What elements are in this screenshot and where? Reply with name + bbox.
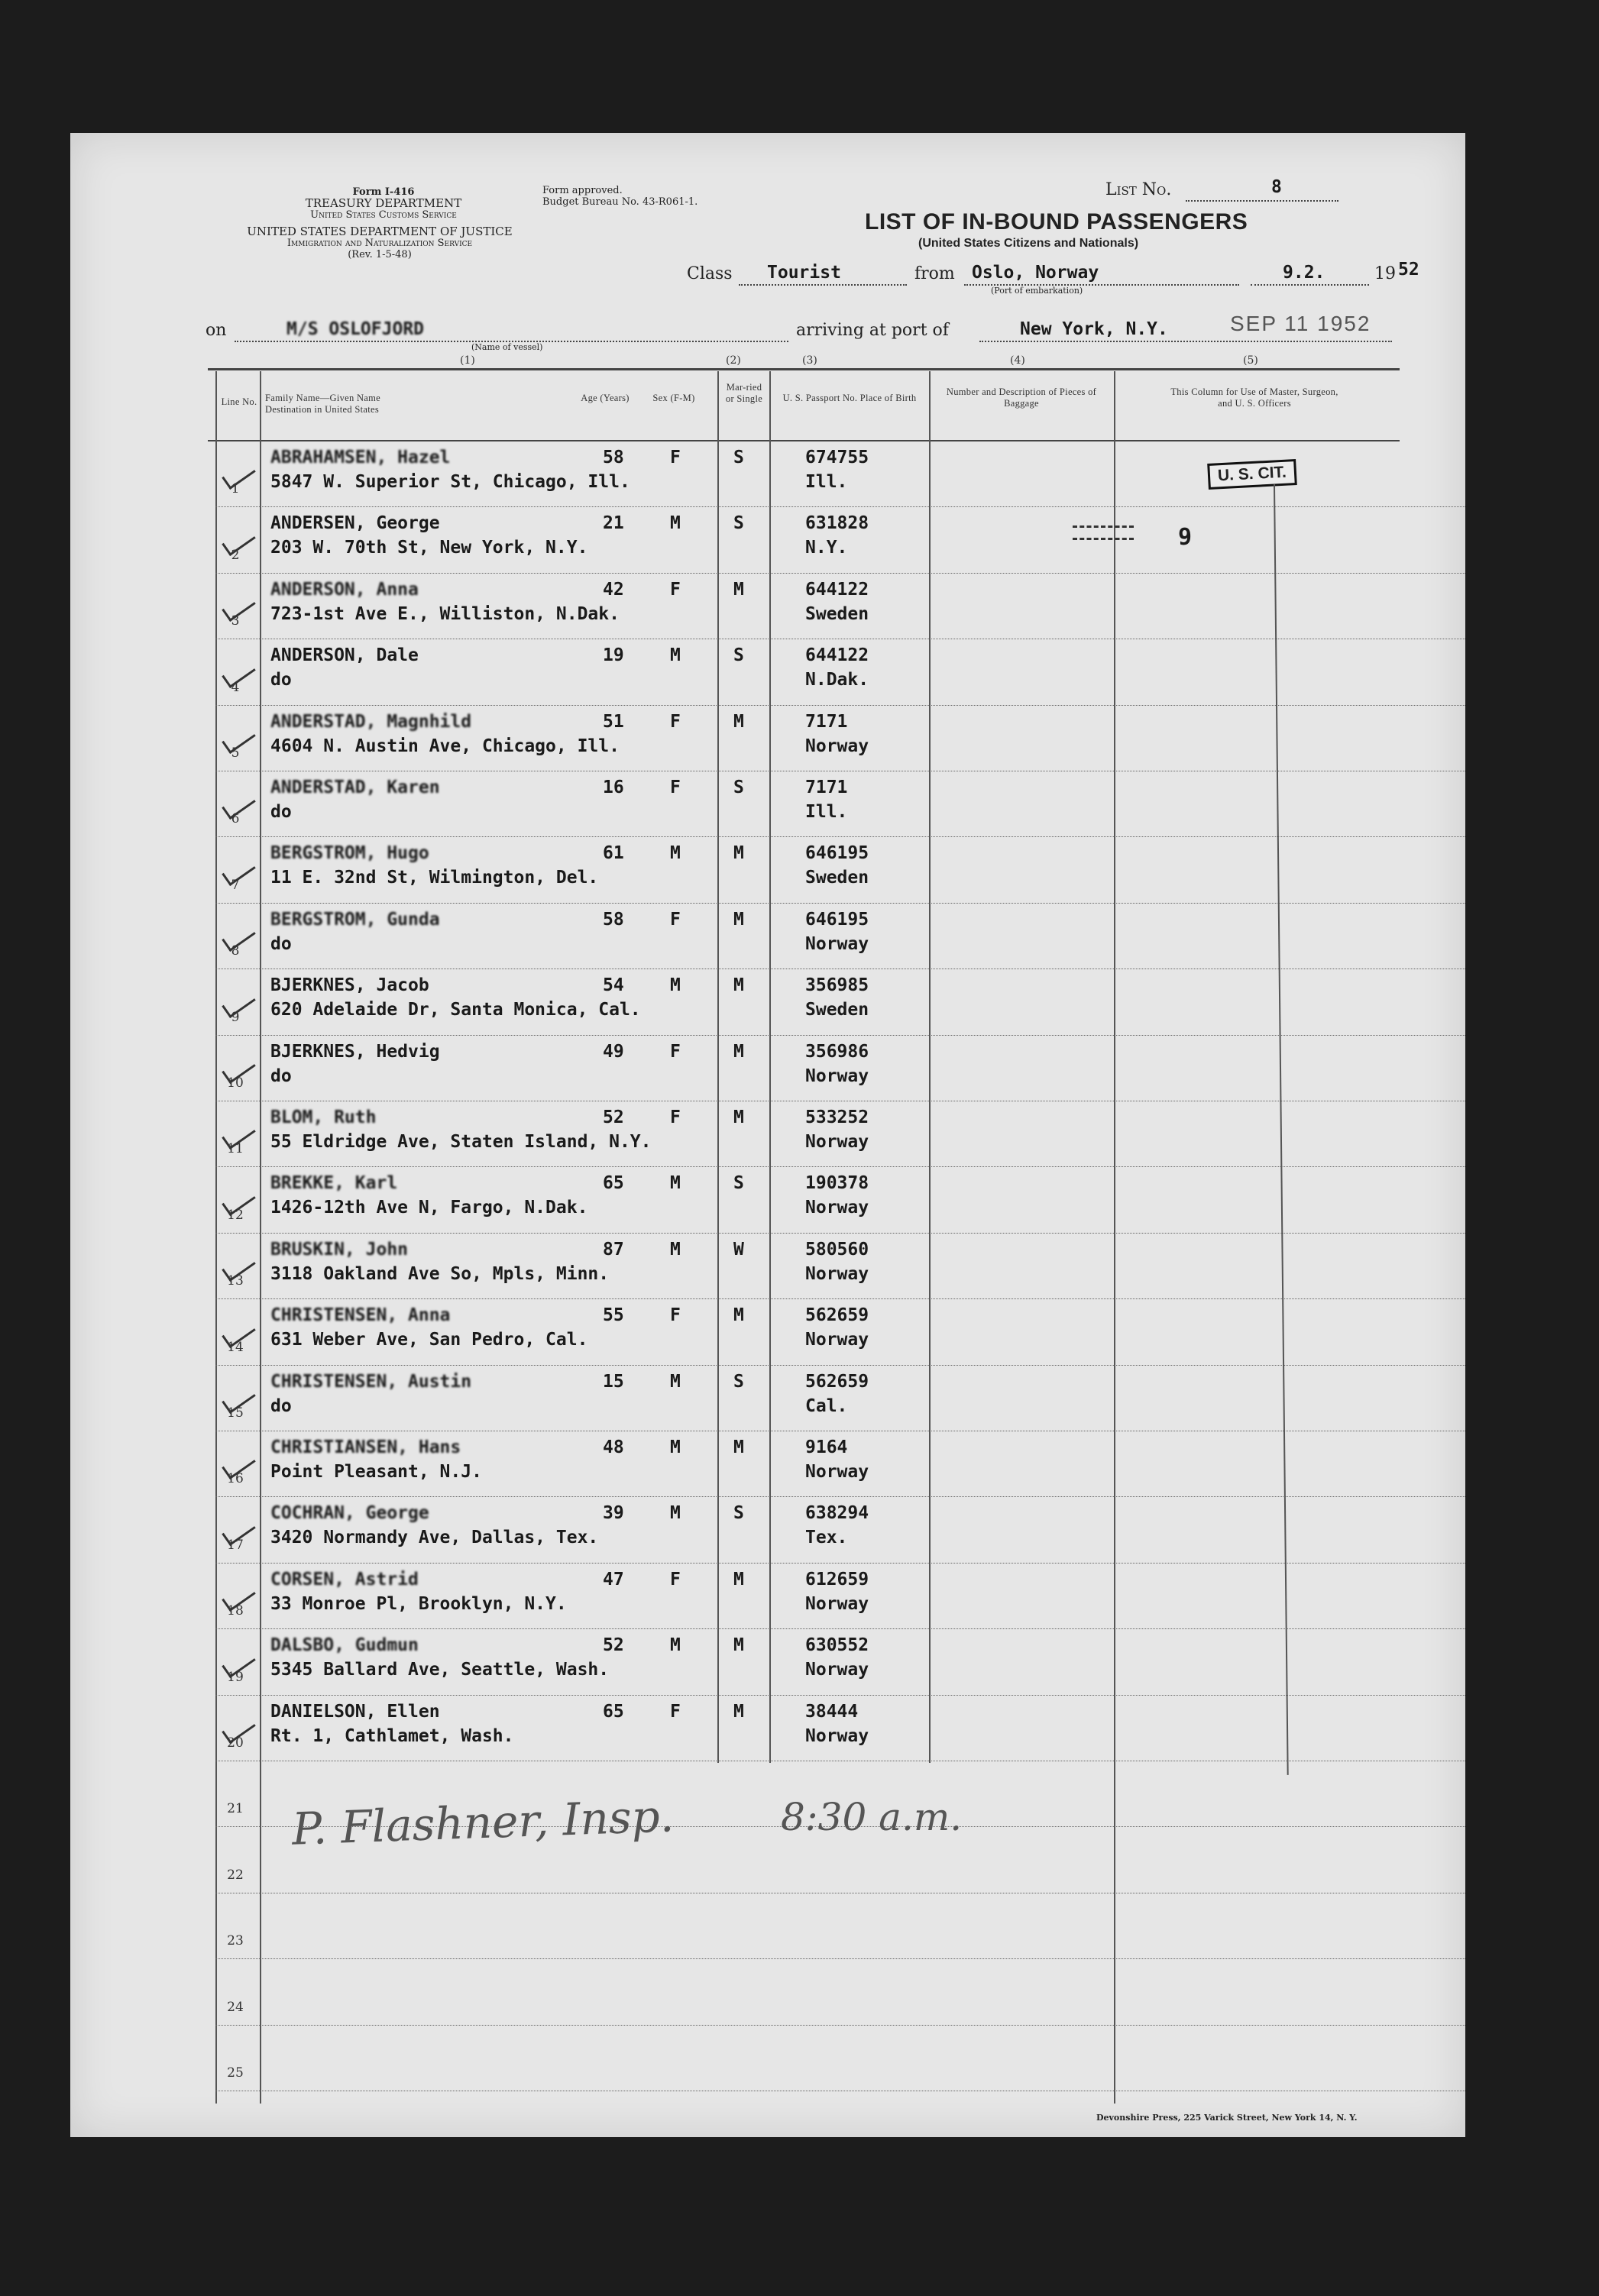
table-row: [70, 1629, 1465, 1695]
passport-number: 674755: [805, 448, 869, 467]
birth-place: Norway: [805, 1462, 869, 1482]
form-header-left: [261, 186, 506, 221]
table-row: [70, 837, 1465, 903]
table-row: [70, 771, 1465, 837]
marital-status: S: [733, 1503, 744, 1524]
budget-text: Budget Bureau No. 43-R061-1.: [542, 196, 698, 208]
row-number: 12: [227, 1207, 244, 1223]
passport-number: 7171: [805, 778, 848, 797]
row-number: 3: [231, 613, 240, 629]
destination: 620 Adelaide Dr, Santa Monica, Cal.: [270, 1000, 641, 1020]
date-value: 9.2.: [1283, 263, 1325, 283]
row-number: 24: [227, 1999, 244, 2015]
age: 55: [603, 1305, 624, 1326]
passenger-name: BREKKE, Karl: [270, 1173, 398, 1194]
passport-number: 7171: [805, 711, 848, 732]
vessel-name: M/S OSLOFJORD: [286, 319, 425, 339]
destination: 631 Weber Ave, San Pedro, Cal.: [270, 1330, 588, 1350]
row-number: 6: [231, 811, 240, 827]
sex: F: [670, 448, 681, 467]
col-married: Mar-ried or Single: [725, 382, 763, 404]
passport-number: 562659: [805, 1371, 869, 1392]
destination: Rt. 1, Cathlamet, Wash.: [270, 1725, 514, 1746]
passenger-name: CORSEN, Astrid: [270, 1569, 419, 1589]
row-number: 9: [231, 1009, 240, 1025]
marital-status: M: [733, 711, 744, 732]
table-row: [70, 1036, 1465, 1101]
table-row: [70, 904, 1465, 969]
treasury-dept: TREASURY DEPARTMENT: [305, 196, 462, 210]
revision: (Rev. 1-5-48): [348, 249, 412, 260]
col-name-label: Family Name—Given Name: [265, 393, 381, 403]
passenger-name: DALSBO, Gudmun: [270, 1635, 419, 1656]
destination: do: [270, 1395, 292, 1416]
passenger-name: CHRISTENSEN, Austin: [270, 1371, 472, 1392]
marital-status: S: [733, 645, 744, 666]
row-number: 16: [227, 1471, 244, 1487]
sex: F: [670, 1569, 681, 1589]
form-number: Form I-416: [352, 186, 415, 198]
table-row: [70, 1366, 1465, 1431]
row-number: 15: [227, 1405, 244, 1421]
col-baggage: Number and Description of Pieces of Baggage: [946, 386, 1097, 409]
marital-status: S: [733, 448, 744, 467]
sex: M: [670, 1173, 681, 1194]
passport-number: 631828: [805, 513, 869, 534]
row-number: 7: [231, 877, 240, 893]
table-row: [70, 639, 1465, 705]
row-number: 23: [227, 1933, 244, 1949]
birth-place: Norway: [805, 1725, 869, 1746]
age: 61: [603, 843, 624, 864]
age: 65: [603, 1173, 624, 1194]
row-number: 11: [227, 1141, 244, 1157]
destination: 203 W. 70th St, New York, N.Y.: [270, 538, 588, 558]
passport-number: 38444: [805, 1701, 859, 1722]
row-number: 22: [227, 1867, 244, 1883]
sex: F: [670, 1305, 681, 1326]
year-prefix: 19: [1374, 264, 1396, 283]
arriving-label: arriving at port of: [796, 321, 949, 340]
destination: Point Pleasant, N.J.: [270, 1462, 482, 1482]
row-number: 20: [227, 1735, 244, 1751]
birth-place: N.Dak.: [805, 670, 869, 690]
table-row: [70, 507, 1465, 573]
birth-place: Norway: [805, 1330, 869, 1350]
passenger-name: ANDERSEN, George: [270, 513, 440, 534]
passenger-name: CHRISTIANSEN, Hans: [270, 1437, 461, 1457]
col-num-1: (1): [460, 354, 475, 367]
row-number: 8: [231, 943, 240, 959]
age: 21: [603, 513, 624, 534]
row-number: 17: [227, 1537, 244, 1553]
vessel-note: (Name of vessel): [471, 342, 543, 352]
row-number: 18: [227, 1603, 244, 1619]
passport-number: 562659: [805, 1305, 869, 1326]
birth-place: Norway: [805, 736, 869, 756]
justice-header: [200, 226, 559, 260]
sex: F: [670, 711, 681, 732]
birth-place: N.Y.: [805, 538, 848, 558]
destination: 3118 Oakland Ave So, Mpls, Minn.: [270, 1263, 610, 1284]
table-row: [70, 1234, 1465, 1299]
row-number: 1: [231, 481, 240, 497]
passenger-name: BLOM, Ruth: [270, 1108, 377, 1127]
age: 58: [603, 909, 624, 930]
dash-mark: [1073, 525, 1134, 528]
marital-status: S: [733, 778, 744, 797]
marital-status: S: [733, 1173, 744, 1194]
passport-number: 9164: [805, 1437, 848, 1457]
passenger-name: ANDERSON, Dale: [270, 645, 419, 666]
ins-service: Immigration and Naturalization Service: [286, 238, 473, 249]
row-number: 19: [227, 1669, 244, 1685]
birth-place: Tex.: [805, 1528, 848, 1548]
sex: M: [670, 1437, 681, 1457]
marital-status: M: [733, 579, 744, 600]
age: 15: [603, 1371, 624, 1392]
passenger-name: DANIELSON, Ellen: [270, 1701, 440, 1722]
marital-status: M: [733, 843, 744, 864]
age: 42: [603, 579, 624, 600]
passport-number: 646195: [805, 909, 869, 930]
age: 51: [603, 711, 624, 732]
age: 16: [603, 778, 624, 797]
age: 65: [603, 1701, 624, 1722]
passenger-name: BERGSTROM, Hugo: [270, 843, 429, 864]
destination: 1426-12th Ave N, Fargo, N.Dak.: [270, 1198, 588, 1218]
age: 39: [603, 1503, 624, 1524]
from-label: from: [914, 264, 955, 283]
table-row: [70, 1696, 1465, 1761]
col-passport: U. S. Passport No. Place of Birth: [782, 393, 917, 403]
table-row: [70, 969, 1465, 1035]
row-number: 21: [227, 1801, 244, 1817]
date-stamp: SEP 11 1952: [1230, 312, 1371, 335]
destination: 5345 Ballard Ave, Seattle, Wash.: [270, 1660, 610, 1680]
inspection-time: 8:30 a.m.: [781, 1795, 963, 1839]
year-value: 52: [1398, 260, 1419, 280]
passenger-name: ANDERSTAD, Magnhild: [270, 711, 472, 732]
marital-status: M: [733, 1305, 744, 1326]
passport-number: 612659: [805, 1569, 869, 1589]
col-num-4: (4): [1010, 354, 1025, 367]
passenger-name: ANDERSON, Anna: [270, 579, 419, 600]
passenger-name: COCHRAN, George: [270, 1503, 429, 1524]
age: 52: [603, 1635, 624, 1656]
table-row: [70, 1959, 1465, 2025]
marital-status: M: [733, 1701, 744, 1722]
dash-mark: [1073, 538, 1134, 540]
birth-place: Norway: [805, 1263, 869, 1284]
row-number: 25: [227, 2065, 244, 2081]
col-sex: Sex (F-M): [652, 393, 695, 403]
table-top-rule: [208, 368, 1400, 370]
form-approved: [542, 185, 698, 208]
sex: F: [670, 778, 681, 797]
destination: 55 Eldridge Ave, Staten Island, N.Y.: [270, 1132, 652, 1152]
birth-place: Norway: [805, 1066, 869, 1086]
port-value: New York, N.Y.: [1020, 319, 1168, 339]
passenger-name: BRUSKIN, John: [270, 1239, 409, 1260]
birth-place: Sweden: [805, 603, 869, 624]
birth-place: Ill.: [805, 802, 848, 822]
sex: F: [670, 579, 681, 600]
sex: M: [670, 1503, 681, 1524]
sex: F: [670, 1701, 681, 1722]
class-label: Class: [687, 264, 733, 283]
table-row: [70, 574, 1465, 639]
marital-status: S: [733, 1371, 744, 1392]
passenger-name: CHRISTENSEN, Anna: [270, 1305, 451, 1326]
destination: 33 Monroe Pl, Brooklyn, N.Y.: [270, 1593, 567, 1614]
age: 49: [603, 1041, 624, 1062]
age: 19: [603, 645, 624, 666]
passport-number: 646195: [805, 843, 869, 864]
sex: F: [670, 909, 681, 930]
sex: F: [670, 1041, 681, 1062]
age: 87: [603, 1239, 624, 1260]
row-number: 2: [231, 547, 240, 563]
sex: M: [670, 513, 681, 534]
destination: 4604 N. Austin Ave, Chicago, Ill.: [270, 736, 620, 756]
table-row: [70, 706, 1465, 771]
birth-place: Norway: [805, 1660, 869, 1680]
passport-number: 356985: [805, 975, 869, 996]
destination: do: [270, 802, 292, 822]
passenger-name: ANDERSTAD, Karen: [270, 778, 440, 797]
page-subtitle: (United States Citizens and Nationals): [918, 237, 1139, 250]
marital-status: M: [733, 1437, 744, 1457]
sex: M: [670, 843, 681, 864]
birth-place: Cal.: [805, 1395, 848, 1416]
table-row: [70, 1167, 1465, 1233]
row-number: 14: [227, 1339, 244, 1355]
passport-number: 356986: [805, 1041, 869, 1062]
passenger-name: BJERKNES, Hedvig: [270, 1041, 440, 1062]
passport-number: 644122: [805, 579, 869, 600]
passport-number: 630552: [805, 1635, 869, 1656]
col-name: [265, 393, 517, 416]
approved-text: Form approved.: [542, 185, 623, 196]
list-no-label: List No.: [1105, 180, 1172, 199]
col-num-3: (3): [802, 354, 817, 367]
passenger-name: BJERKNES, Jacob: [270, 975, 429, 996]
customs-service: United States Customs Service: [310, 209, 457, 221]
destination: 3420 Normandy Ave, Dallas, Tex.: [270, 1528, 599, 1548]
passport-number: 533252: [805, 1108, 869, 1127]
col-age: Age (Years): [581, 393, 630, 403]
destination: 5847 W. Superior St, Chicago, Ill.: [270, 472, 630, 492]
row-number: 5: [231, 745, 240, 761]
table-row: [70, 1299, 1465, 1365]
col-dest-label: Destination in United States: [265, 404, 380, 415]
destination: 11 E. 32nd St, Wilmington, Del.: [270, 868, 599, 888]
row-number: 13: [227, 1273, 244, 1289]
table-row: [70, 1564, 1465, 1629]
birth-place: Sweden: [805, 868, 869, 888]
count-mark: 9: [1178, 524, 1193, 551]
col-line-no: Line No.: [221, 396, 257, 407]
passenger-name: ABRAHAMSEN, Hazel: [270, 448, 451, 467]
passport-number: 644122: [805, 645, 869, 666]
sex: M: [670, 1371, 681, 1392]
marital-status: M: [733, 909, 744, 930]
table-row: [70, 1497, 1465, 1563]
marital-status: M: [733, 1569, 744, 1589]
marital-status: W: [733, 1239, 744, 1260]
passport-number: 190378: [805, 1173, 869, 1194]
table-row: [70, 1893, 1465, 1959]
destination: do: [270, 933, 292, 954]
class-value: Tourist: [767, 263, 841, 283]
sex: F: [670, 1108, 681, 1127]
birth-place: Norway: [805, 1593, 869, 1614]
birth-place: Ill.: [805, 472, 848, 492]
col-num-2: (2): [726, 354, 741, 367]
sex: M: [670, 975, 681, 996]
age: 47: [603, 1569, 624, 1589]
age: 52: [603, 1108, 624, 1127]
age: 58: [603, 448, 624, 467]
birth-place: Norway: [805, 1132, 869, 1152]
marital-status: M: [733, 1108, 744, 1127]
birth-place: Norway: [805, 933, 869, 954]
table-row: [70, 1761, 1465, 1827]
sex: M: [670, 1635, 681, 1656]
sex: M: [670, 645, 681, 666]
age: 54: [603, 975, 624, 996]
marital-status: M: [733, 1041, 744, 1062]
marital-status: M: [733, 1635, 744, 1656]
printer-credit: Devonshire Press, 225 Varick Street, New York 14, N. Y.: [1096, 2113, 1358, 2123]
col-num-5: (5): [1243, 354, 1258, 367]
passport-number: 580560: [805, 1239, 869, 1260]
passport-number: 638294: [805, 1503, 869, 1524]
birth-place: Norway: [805, 1198, 869, 1218]
page-title: LIST OF IN-BOUND PASSENGERS: [865, 209, 1248, 234]
destination: do: [270, 670, 292, 690]
row-number: 4: [231, 679, 240, 695]
passenger-name: BERGSTROM, Gunda: [270, 909, 440, 930]
port-note: (Port of embarkation): [991, 286, 1083, 296]
sex: M: [670, 1239, 681, 1260]
table-row: [70, 1827, 1465, 1893]
marital-status: M: [733, 975, 744, 996]
destination: 723-1st Ave E., Williston, N.Dak.: [270, 603, 620, 624]
birth-place: Sweden: [805, 1000, 869, 1020]
table-row: [70, 1431, 1465, 1497]
table-row: [70, 2026, 1465, 2091]
inspector-signature: P. Flashner, Insp.: [290, 1790, 675, 1855]
col-officers: This Column for Use of Master, Surgeon, and U. S. Officers: [1170, 386, 1338, 409]
manifest-page: [70, 133, 1465, 2137]
row-number: 10: [227, 1075, 244, 1091]
age: 48: [603, 1437, 624, 1457]
justice-dept: UNITED STATES DEPARTMENT OF JUSTICE: [247, 225, 513, 238]
us-citizen-stamp: U. S. CIT.: [1207, 459, 1296, 490]
table-row: [70, 1101, 1465, 1167]
destination: do: [270, 1066, 292, 1086]
list-no-value: 8: [1271, 177, 1282, 197]
marital-status: S: [733, 513, 744, 534]
on-label: on: [206, 321, 227, 340]
from-value: Oslo, Norway: [972, 263, 1099, 283]
